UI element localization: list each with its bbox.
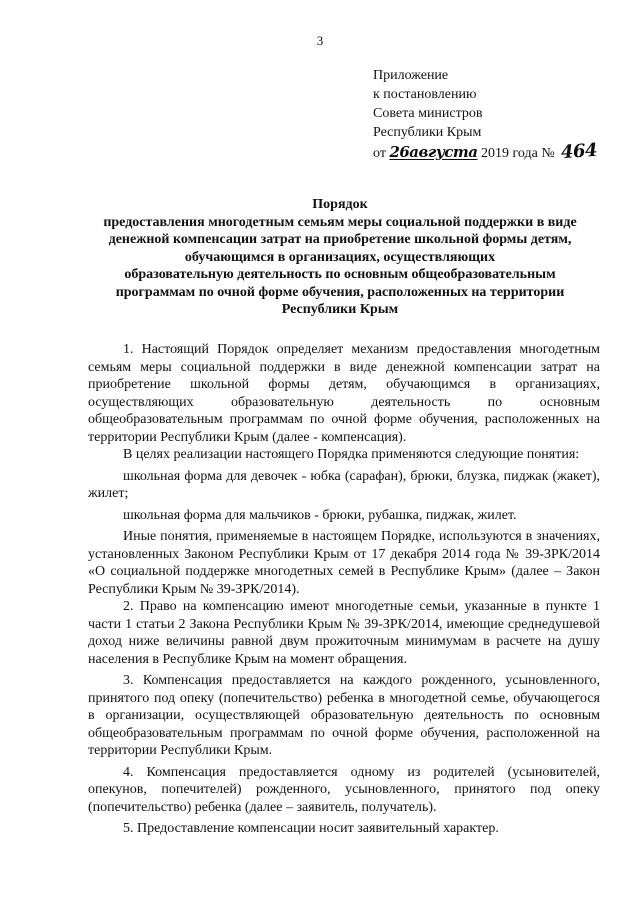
- annex-line: Совета министров: [373, 106, 483, 121]
- paragraph-3: 3. Компенсация предоставляется на каждого рожденного, усыновленного, принятого под опеку (попечительство) ребенка в многодетной семье, обучающегося в организации, осуществляющей образовательную деятельность по основным общеобразовательным программам по очной форме обучения, расположенной на территории Республики Крым.: [88, 673, 600, 758]
- title-line: предоставления многодетным семьям меры социальной поддержки в виде: [103, 214, 577, 230]
- annex-line: Республики Крым: [373, 125, 482, 140]
- handwritten-date: 26августа: [389, 143, 478, 161]
- paragraph-2: 2. Право на компенсацию имеют многодетные семьи, указанные в пункте 1 части 1 статьи 2 Закона Республики Крым № 39-ЗРК/2014, имеющие среднедушевой доход ниже величины равной двум прожиточным минимумам в расчете на душу населения в Республике Крым на момент обращения.: [88, 599, 600, 667]
- title-line: Республики Крым: [281, 302, 399, 317]
- annex-line: к постановлению: [373, 87, 477, 102]
- handwritten-number: 464: [560, 139, 598, 164]
- document-body: [88, 341, 600, 838]
- title-line: обучающимся в организациях, осуществляющих: [184, 249, 496, 265]
- annex-block: [373, 66, 623, 163]
- paragraph-4: 4. Компенсация предоставляется одному из родителей (усыновителей, опекунов, попечителей) рожденного, усыновленного, принятого под опеку (попечительство) ребенка (далее – заявитель, получатель).: [88, 764, 600, 815]
- title-line: денежной компенсации затрат на приобретение школьной формы детям,: [108, 232, 572, 247]
- annex-line: Приложение: [373, 68, 449, 83]
- page-number: 3: [316, 33, 324, 48]
- title-line: образовательную деятельность по основным общеобразовательным: [124, 267, 556, 282]
- title-line: программам по очной форме обучения, расположенных на территории: [115, 284, 565, 300]
- paragraph-definitions: В целях реализации настоящего Порядка применяются следующие понятия:: [123, 447, 580, 462]
- paragraph-other-terms: Иные понятия, применяемые в настоящем Порядке, используются в значениях, установленных Законом Республики Крым от 17 декабря 2014 года № 39-ЗРК/2014 «О социальной поддержке многодетных семей в Республике Крым» (далее – Закон Республики Крым № 39-ЗРК/2014).: [88, 529, 600, 597]
- date-prefix: от: [373, 146, 386, 161]
- date-suffix: 2019 года №: [481, 146, 555, 161]
- title-heading: Порядок: [312, 197, 368, 212]
- paragraph-1: 1. Настоящий Порядок определяет механизм предоставления многодетным семьям меры социальной поддержки в виде денежной компенсации затрат на приобретение школьной формы детям, обучающимся в организациях, осуществляющих образовательную деятельность по основным общеобразовательным программам по очной форме обучения, расположенных на территории Республики Крым (далее - компенсация).: [88, 342, 600, 445]
- paragraph-girls-uniform: школьная форма для девочек - юбка (сарафан), брюки, блузка, пиджак (жакет), жилет;: [88, 468, 600, 501]
- document-title: [80, 196, 600, 319]
- annex-date-line: [373, 139, 623, 164]
- paragraph-5: 5. Предоставление компенсации носит заявительный характер.: [123, 821, 499, 836]
- paragraph-boys-uniform: школьная форма для мальчиков - брюки, рубашка, пиджак, жилет.: [123, 507, 517, 523]
